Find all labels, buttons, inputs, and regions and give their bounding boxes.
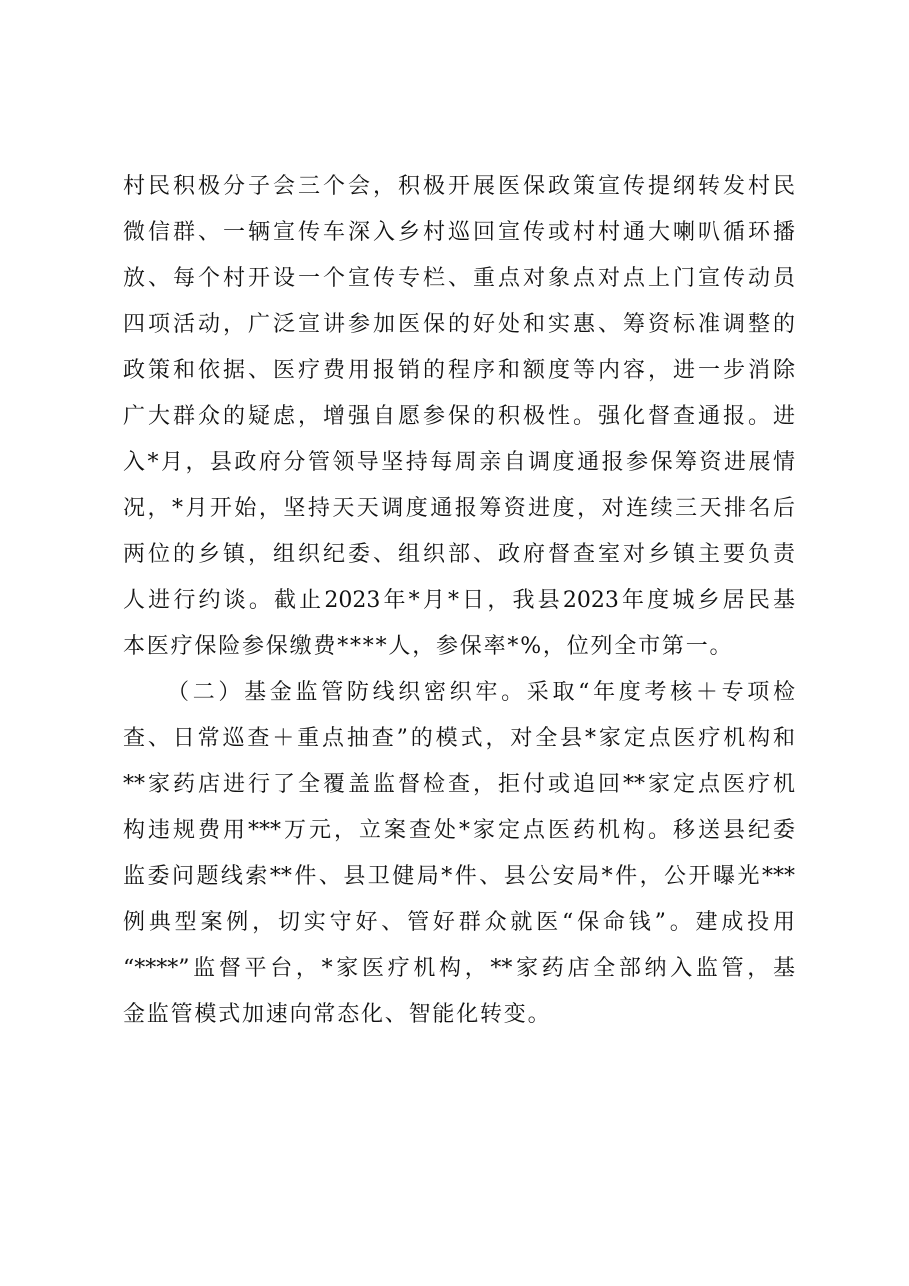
text-line: 构违规费用***万元，立案查处*家定点医药机构。移送县纪委 [123, 818, 795, 843]
text-line: 村民积极分子会三个会，积极开展医保政策宣传提纲转发村民 [123, 174, 795, 199]
text-line: 查、日常巡查＋重点抽查”的模式，对全县*家定点医疗机构和 [123, 726, 795, 751]
section-heading-line: （二）基金监管防线织密织牢。采取“年度考核＋专项检 [167, 680, 795, 705]
text-line: 微信群、一辆宣传车深入乡村巡回宣传或村村通大喇叭循环播 [123, 220, 795, 245]
body-text [123, 164, 795, 1038]
text-line: 况，*月开始，坚持天天调度通报筹资进度，对连续三天排名后 [123, 496, 795, 521]
text-line: 本医疗保险参保缴费****人，参保率*%，位列全市第一。 [123, 634, 734, 659]
text-line: 放、每个村开设一个宣传专栏、重点对象点对点上门宣传动员 [123, 266, 795, 291]
text-line: 监委问题线索**件、县卫健局*件、县公安局*件，公开曝光*** [123, 864, 795, 889]
text-line: 四项活动，广泛宣讲参加医保的好处和实惠、筹资标准调整的 [123, 312, 795, 337]
text-line: 例典型案例，切实守好、管好群众就医“保命钱”。建成投用 [123, 910, 795, 935]
text-line: 入*月，县政府分管领导坚持每周亲自调度通报参保筹资进展情 [123, 450, 795, 475]
text-line: 广大群众的疑虑，增强自愿参保的积极性。强化督查通报。进 [123, 404, 795, 429]
text-line: “****”监督平台，*家医疗机构，**家药店全部纳入监管，基 [123, 956, 795, 981]
text-line: 人进行约谈。截止2023年*月*日，我县2023年度城乡居民基 [123, 588, 795, 613]
text-line: 政策和依据、医疗费用报销的程序和额度等内容，进一步消除 [123, 358, 795, 383]
text-line: 两位的乡镇，组织纪委、组织部、政府督查室对乡镇主要负责 [123, 542, 795, 567]
text-line: **家药店进行了全覆盖监督检查，拒付或追回**家定点医疗机 [123, 772, 795, 797]
text-line: 金监管模式加速向常态化、智能化转变。 [123, 1002, 552, 1027]
